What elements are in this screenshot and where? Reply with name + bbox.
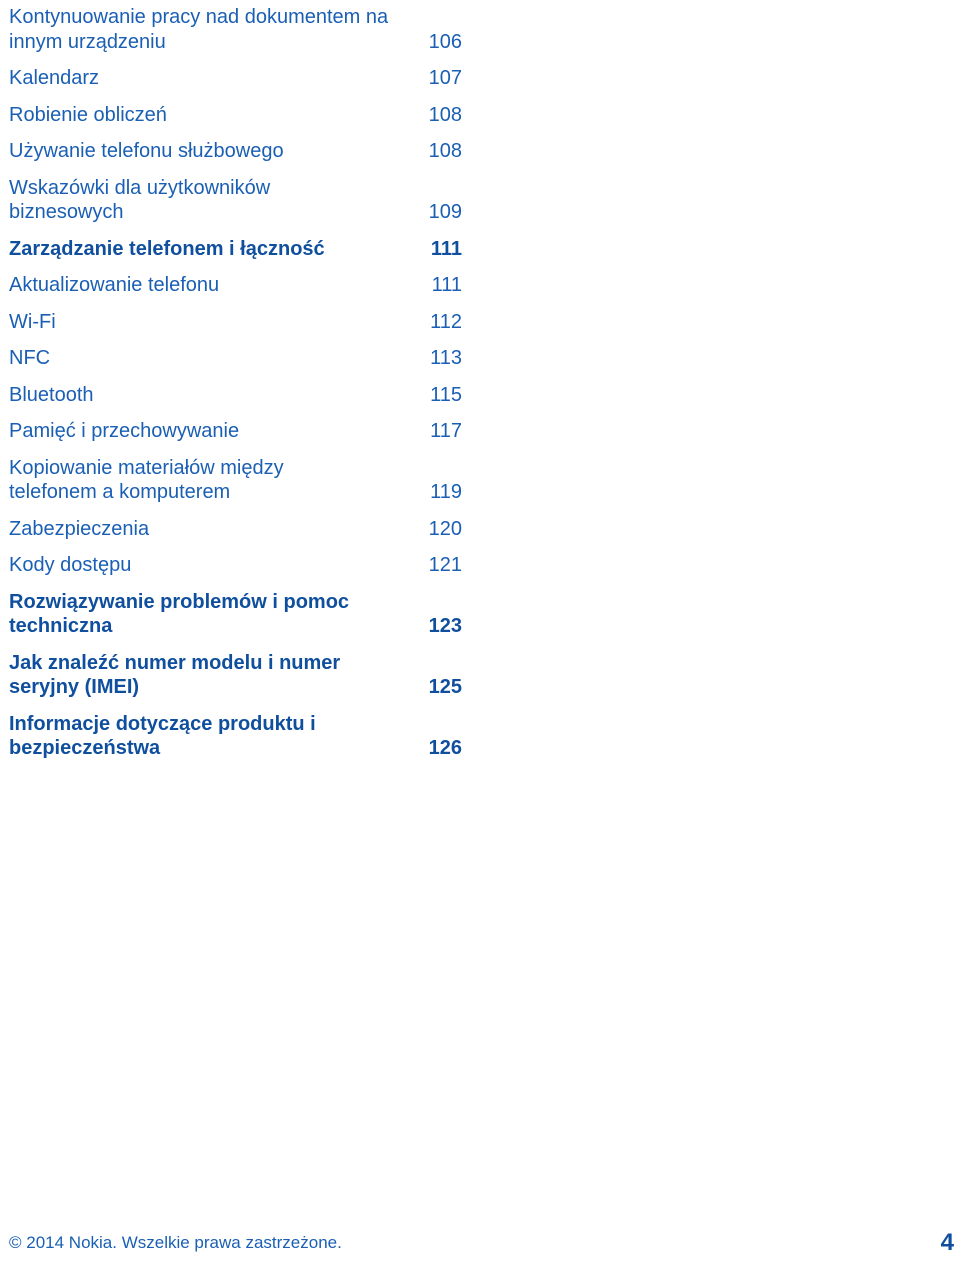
toc-entry[interactable] xyxy=(9,310,462,335)
toc-entry-title: Kody dostępu xyxy=(9,554,132,576)
toc-entry-page: 111 xyxy=(431,274,462,296)
toc-entry[interactable] xyxy=(9,5,462,54)
toc-section-heading[interactable] xyxy=(9,651,462,700)
toc-entry-title: Wskazówki dla użytkowników biznesowych xyxy=(9,176,271,223)
toc-entry-page: 112 xyxy=(430,310,462,333)
toc-entry-page: 109 xyxy=(428,201,462,223)
toc-entry-page: 121 xyxy=(428,554,462,576)
toc-entry-title: Kalendarz xyxy=(9,67,100,89)
toc-entry-page: 119 xyxy=(430,481,462,503)
toc-section-heading[interactable] xyxy=(9,237,462,262)
toc-entry-page: 113 xyxy=(430,347,462,369)
toc-entry-title: Wi-Fi xyxy=(9,310,56,333)
toc-entry-page: 125 xyxy=(428,676,462,698)
toc-entry-title: Rozwiązywanie problemów i pomoc techniczna xyxy=(9,590,350,637)
table-of-contents xyxy=(9,5,462,773)
page-footer xyxy=(9,1226,954,1260)
toc-entry-title: Używanie telefonu służbowego xyxy=(9,140,284,162)
toc-entry-title: Jak znaleźć numer modelu i numer seryjny (IMEI) xyxy=(9,651,341,698)
toc-section-heading[interactable] xyxy=(9,712,462,761)
toc-section-heading[interactable] xyxy=(9,590,462,639)
page-number: 4 xyxy=(940,1229,954,1256)
toc-entry-page: 117 xyxy=(430,420,462,442)
copyright-notice: © 2014 Nokia. Wszelkie prawa zastrzeżone. xyxy=(9,1233,342,1252)
toc-entry-page: 107 xyxy=(428,67,462,89)
toc-entry[interactable] xyxy=(9,419,462,444)
toc-entry-page: 126 xyxy=(428,737,462,759)
toc-entry[interactable] xyxy=(9,383,462,408)
toc-entry-page: 108 xyxy=(428,103,462,126)
toc-entry-title: Kopiowanie materiałów między telefonem a komputerem xyxy=(9,456,284,503)
toc-entry-title: Bluetooth xyxy=(9,383,94,406)
toc-entry[interactable] xyxy=(9,517,462,542)
toc-entry[interactable] xyxy=(9,346,462,371)
toc-entry[interactable] xyxy=(9,66,462,91)
toc-entry-page: 108 xyxy=(428,140,462,162)
toc-entry-title: Pamięć i przechowywanie xyxy=(9,420,240,442)
toc-entry-title: Zarządzanie telefonem i łączność xyxy=(9,237,325,260)
toc-entry[interactable] xyxy=(9,139,462,164)
toc-entry-page: 111 xyxy=(430,237,462,260)
toc-entry[interactable] xyxy=(9,273,462,298)
toc-entry-title: Aktualizowanie telefonu xyxy=(9,274,220,296)
toc-entry-title: Zabezpieczenia xyxy=(9,517,150,540)
toc-entry-title: Informacje dotyczące produktu i bezpieczeństwa xyxy=(9,712,316,759)
toc-entry[interactable] xyxy=(9,456,462,505)
toc-entry-title: Robienie obliczeń xyxy=(9,103,167,126)
toc-entry-page: 106 xyxy=(428,30,462,53)
toc-entry-title: NFC xyxy=(9,347,51,369)
toc-entry[interactable] xyxy=(9,103,462,128)
toc-entry-page: 123 xyxy=(428,615,462,637)
toc-entry-title: Kontynuowanie pracy nad dokumentem na innym urządzeniu xyxy=(9,6,389,53)
toc-entry-page: 120 xyxy=(428,517,462,540)
toc-entry[interactable] xyxy=(9,553,462,578)
toc-entry-page: 115 xyxy=(430,383,462,406)
toc-entry[interactable] xyxy=(9,176,462,225)
